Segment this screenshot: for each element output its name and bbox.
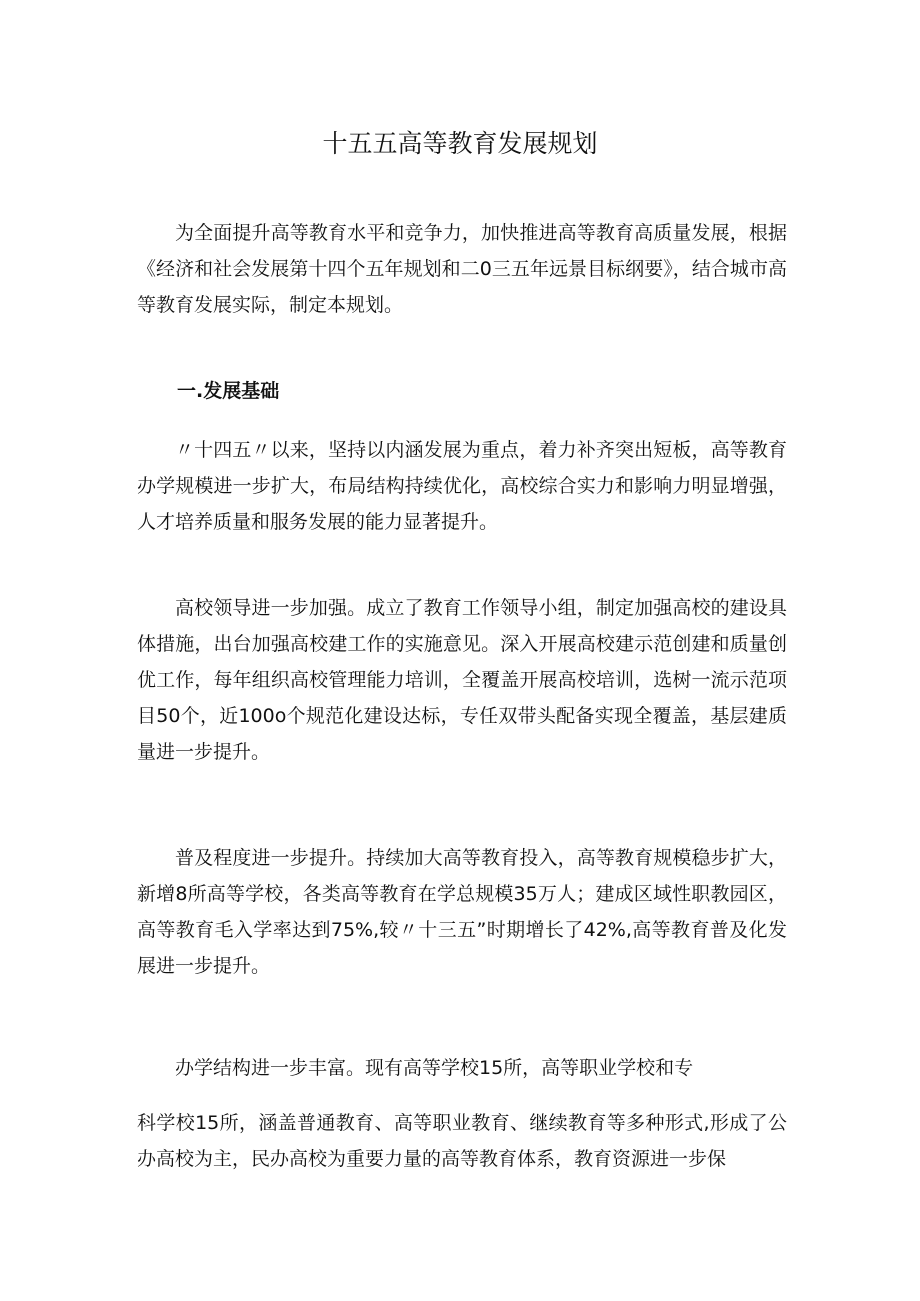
paragraph-leadership: 高校领导进一步加强。成立了教育工作领导小组，制定加强高校的建设具体措施，出台加强高校建工作的实施意见。深入开展高校建示范创建和质量创优工作，每年组织高校管理能力培训，全覆盖开展高校培训，选树一流示范项目50个，近100o个规范化建设达标，专任双带头配备实现全覆盖，基层建质量进一步提升。: [137, 597, 787, 763]
paragraph-structure-start: 办学结构进一步丰富。现有高等学校15所，高等职业学校和专: [175, 1057, 694, 1079]
paragraph-overview: 〃十四五〃以来，坚持以内涵发展为重点，着力补齐突出短板，高等教育办学规模进一步扩大，布局结构持续优化，高校综合实力和影响力明显增强，人才培养质量和服务发展的能力显著提升。: [137, 439, 787, 533]
document-title: 十五五高等教育发展规划: [322, 129, 598, 158]
paragraph-structure-continued: 科学校15所，涵盖普通教育、高等职业教育、继续教育等多种形式,形成了公办高校为主，民办高校为重要力量的高等教育体系，教育资源进一步保: [137, 1112, 787, 1170]
section-heading-development-basis: 一.发展基础: [177, 380, 280, 402]
paragraph-popularization: 普及程度进一步提升。持续加大高等教育投入，高等教育规模稳步扩大，新增8所高等学校，各类高等教育在学总规模35万人；建成区域性职教园区，高等教育毛入学率达到75%,较〃十三五”时期增长了42%,高等教育普及化发展进一步提升。: [137, 847, 787, 977]
intro-paragraph: 为全面提升高等教育水平和竞争力，加快推进高等教育高质量发展，根据《经济和社会发展第十四个五年规划和二0三五年远景目标纲要》，结合城市高等教育发展实际，制定本规划。: [137, 222, 787, 316]
